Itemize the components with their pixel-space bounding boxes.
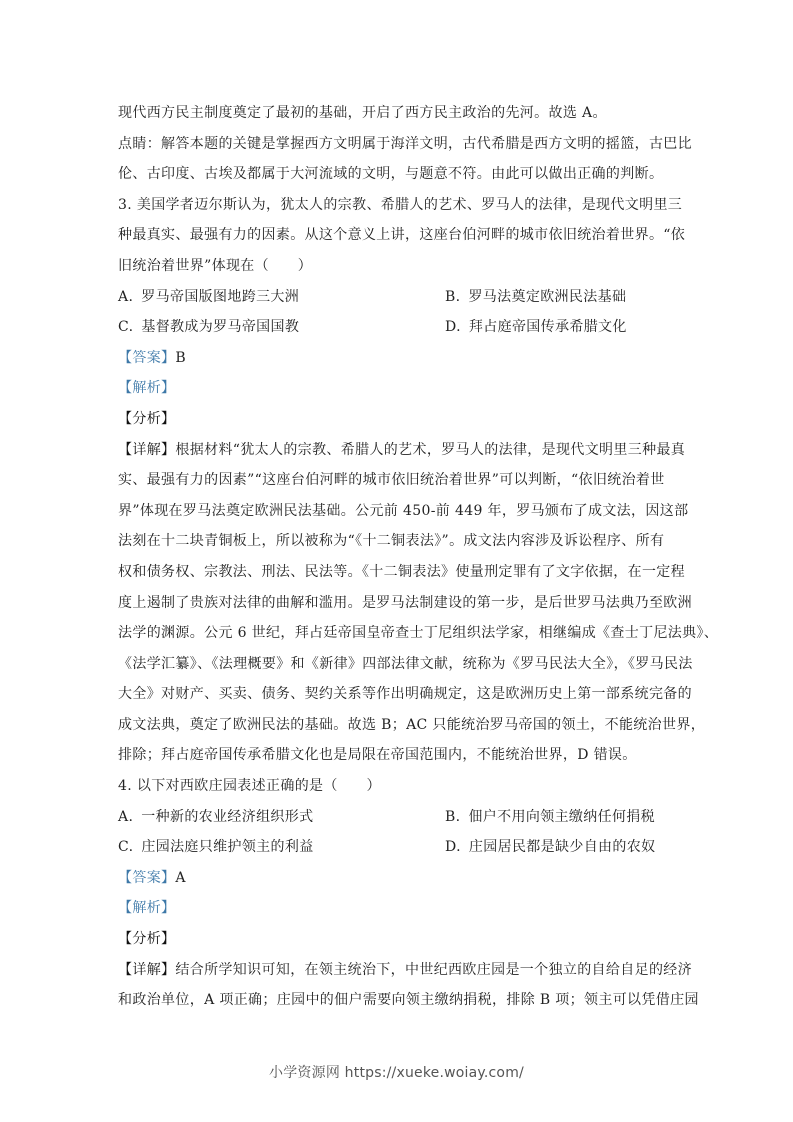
tip-line: 伦、古印度、古埃及都属于大河流域的文明，与题意不符。由此可以做出正确的判断。 [118, 166, 664, 183]
option-text: 庄园法庭只维护领主的利益 [141, 839, 314, 856]
options-row [118, 802, 680, 833]
option-letter: C. [118, 319, 134, 336]
paragraph-line: 现代西方民主制度奠定了最初的基础，开启了西方民主政治的先河。故选 A。 [118, 105, 607, 121]
answer-line [118, 343, 680, 374]
option-c [118, 832, 445, 863]
document-page [118, 98, 719, 1016]
option-text: 庄园居民都是缺少自由的农奴 [468, 839, 656, 856]
option-letter: B. [445, 808, 461, 825]
option-text: 一种新的农业经济组织形式 [141, 808, 314, 825]
option-text: 拜占庭帝国传承希腊文化 [468, 319, 627, 336]
detail-line: 度上遏制了贵族对法律的曲解和滥用。是罗马法制建设的第一步，是后世罗马法典乃至欧洲 [118, 594, 692, 611]
option-b [445, 282, 626, 313]
fenxi-label: 【分析】 [118, 410, 176, 427]
option-letter: A. [118, 808, 134, 825]
question-3 [118, 190, 719, 771]
analysis-label: 【解析】 [118, 380, 176, 397]
option-letter: B. [445, 288, 461, 305]
detail-label: 【详解】 [118, 441, 176, 458]
detail-text: 根据材料“犹太人的宗教、希腊人的艺术，罗马人的法律，是现代文明里三种最真 [175, 441, 686, 458]
detail-line: 权和债务权、宗教法、刑法、民法等。《十二铜表法》使量刑定罪有了文字依据，在一定程 [118, 563, 685, 580]
detail-line: 法学的渊源。公元 6 世纪，拜占廷帝国皇帝查士丁尼组织法学家，相继编成《查士丁尼法典》、 [118, 625, 719, 642]
detail-line: 法刻在十二块青铜板上，所以被称为“《十二铜表法》”。成文法内容涉及诉讼程序、所有 [118, 533, 665, 550]
detail-line: 界”体现在罗马法奠定欧洲民法基础。公元前 450-前 449 年，罗马颁布了成文法，因这部 [118, 502, 689, 519]
fenxi-label: 【分析】 [118, 931, 176, 948]
option-text: 罗马法奠定欧洲民法基础 [468, 288, 627, 305]
option-text: 佃户不用向领主缴纳任何捐税 [468, 808, 656, 825]
analysis-label: 【解析】 [118, 900, 176, 917]
detail-line: 和政治单位，A 项正确；庄园中的佃户需要向领主缴纳捐税，排除 B 项；领主可以凭借庄园 [118, 992, 699, 1009]
analysis-line [118, 893, 680, 924]
question-stem-line: 3. 美国学者迈尔斯认为，犹太人的宗教、希腊人的艺术、罗马人的法律，是现代文明里三 [118, 196, 683, 213]
option-letter: D. [445, 319, 461, 336]
answer-value: A [175, 869, 186, 886]
footer-watermark: 小学资源网 https://xueke.woiay.com/ [269, 1065, 524, 1081]
option-a [118, 282, 445, 313]
options-row [118, 312, 680, 343]
options-row [118, 282, 680, 313]
option-letter: D. [445, 839, 461, 856]
detail-label: 【详解】 [118, 961, 176, 978]
tip-line: 点睛：解答本题的关键是掌握西方文明属于海洋文明，古代希腊是西方文明的摇篮，古巴比 [118, 135, 692, 152]
option-c [118, 312, 445, 343]
option-d [445, 312, 627, 343]
detail-line: 大全》对财产、买卖、债务、契约关系等作出明确规定，这是欧洲历史上第一部系统完备的 [118, 686, 692, 703]
detail-text: 结合所学知识可知，在领主统治下，中世纪西欧庄园是一个独立的自给自足的经济 [175, 961, 693, 978]
analysis-line [118, 373, 680, 404]
detail-line: 实、最强有力的因素”“这座台伯河畔的城市依旧统治着世界”可以判断，“依旧统治着世 [118, 472, 665, 489]
option-text: 罗马帝国版图地跨三大洲 [141, 288, 300, 305]
options-row [118, 832, 680, 863]
detail-line [118, 435, 686, 466]
question-stem-line: 种最真实、最强有力的因素。从这个意义上讲，这座台伯河畔的城市依旧统治着世界。“依 [118, 227, 686, 244]
answer-value: B [175, 349, 187, 366]
fenxi-line [118, 924, 680, 955]
option-d [445, 832, 655, 863]
question-stem-line: 4. 以下对西欧庄园表述正确的是（ ） [118, 778, 381, 795]
answer-label: 【答案】 [118, 869, 176, 886]
question-stem-line: 旧统治着世界”体现在（ ） [118, 257, 313, 274]
detail-line: 《法学汇纂》、《法理概要》和《新律》四部法律文献，统称为《罗马民法大全》，《罗马民法 [118, 655, 693, 672]
option-text: 基督教成为罗马帝国国教 [141, 319, 300, 336]
option-letter: C. [118, 839, 134, 856]
option-b [445, 802, 655, 833]
fenxi-line [118, 404, 680, 435]
answer-label: 【答案】 [118, 349, 176, 366]
detail-line: 排除；拜占庭帝国传承希腊文化也是局限在帝国范围内，不能统治世界，D 错误。 [118, 747, 637, 764]
answer-line [118, 863, 680, 894]
detail-line: 成文法典，奠定了欧洲民法的基础。故选 B；AC 只能统治罗马帝国的领土，不能统治世界， [118, 716, 706, 733]
option-a [118, 802, 445, 833]
question-4 [118, 771, 699, 1016]
detail-line [118, 955, 693, 986]
option-letter: A. [118, 288, 134, 305]
